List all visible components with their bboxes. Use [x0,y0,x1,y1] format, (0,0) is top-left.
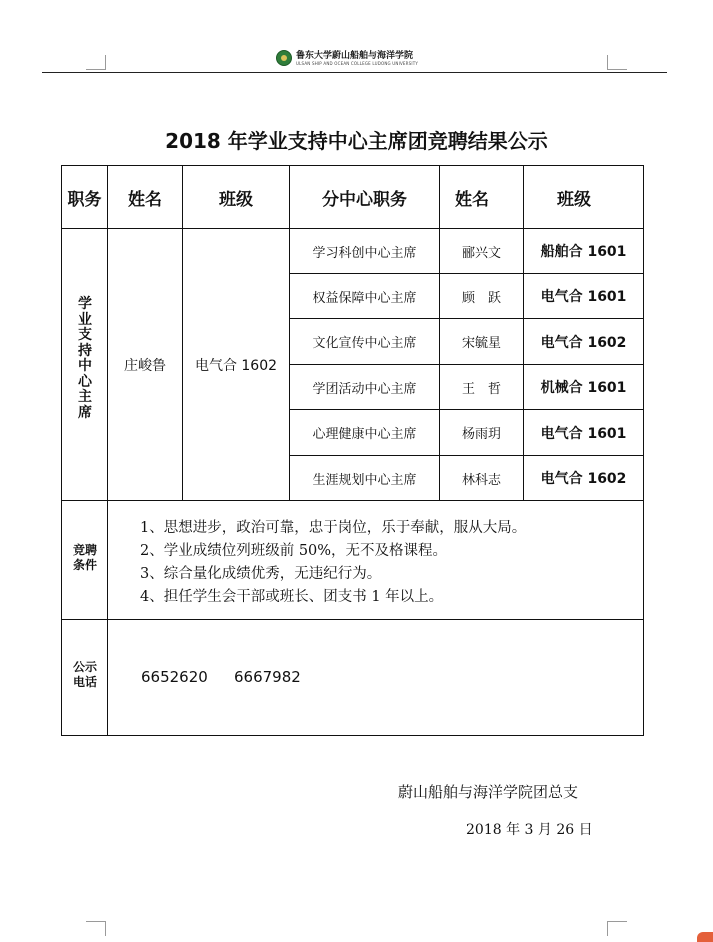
main-role-char: 支 [78,327,92,343]
page-corner-mark [697,932,713,942]
header-name: 姓名 [128,189,162,210]
sub-position: 权益保障中心主席 [312,290,417,306]
college-emblem-icon [276,50,292,66]
header-class: 班级 [219,189,253,210]
sub-position: 生涯规划中心主席 [312,472,417,488]
table-border-bottom [61,735,644,736]
header-sub-name: 姓名 [455,189,489,210]
sub-class: 船舶合 1601 [540,244,627,260]
sub-class: 电气合 1601 [540,289,627,305]
crop-mark-bottom-left-h [86,921,106,922]
sub-class: 电气合 1601 [540,425,627,442]
header-sub-class: 班级 [557,189,591,210]
main-class: 电气合 1602 [194,357,278,374]
table-border-right [643,165,644,736]
footer-date: 2018 年 3 月 26 日 [466,822,593,838]
sub-class: 电气合 1602 [540,471,627,487]
condition-item: 1、思想进步，政治可靠，忠于岗位，乐于奉献，服从大局。 [140,520,527,536]
crop-mark-bottom-right-h [607,921,627,922]
crop-mark-bottom-right-v [607,921,608,936]
phone-label-line: 电话 [72,675,97,689]
main-role-char: 持 [78,342,92,359]
main-name: 庄峻鲁 [124,357,166,374]
conditions-divider [61,619,644,620]
sub-position: 文化宣传中心主席 [312,336,417,351]
sub-name: 林科志 [461,472,501,488]
main-role-char: 心 [78,373,92,390]
logo-name-en: ULSAN SHIP AND OCEAN COLLEGE LUDONG UNIVERSITY [296,60,419,66]
phone-label-line: 公示 [72,660,97,674]
conditions-label-line: 条件 [72,558,97,572]
sub-class: 电气合 1602 [540,334,627,351]
footer-organization: 蔚山船舶与海洋学院团总支 [398,783,579,801]
conditions-label-line: 竞聘 [72,543,97,557]
sub-class: 机械合 1601 [540,380,627,396]
crop-mark-top-left-v [105,55,106,70]
main-role-char: 席 [78,404,92,421]
sub-position: 学团活动中心主席 [312,381,417,397]
phone-label [62,660,108,690]
main-role-char: 主 [78,389,92,405]
logo-text [296,51,418,66]
sub-name: 顾 跃 [461,290,501,306]
main-role-label [62,297,108,421]
header-sub-position: 分中心职务 [322,189,407,210]
header-rule [42,72,667,73]
main-role-char: 中 [78,358,92,374]
phone-number: 6652620 [141,668,208,686]
crop-mark-bottom-left-v [105,921,106,936]
main-role-char: 学 [78,296,92,312]
table-border-left [61,165,62,736]
page-title: 2018 年学业支持中心主席团竞聘结果公示 [165,129,548,153]
crop-mark-top-right-v [607,55,608,70]
main-block-divider [61,500,644,501]
main-role-char: 业 [78,311,92,328]
crop-mark-top-right-h [607,69,627,70]
sub-name: 郦兴文 [461,245,501,261]
sub-name: 王 哲 [461,381,501,397]
header-logo [276,48,418,68]
logo-name-cn: 鲁东大学蔚山船舶与海洋学院 [296,50,414,61]
header-role: 职务 [67,189,102,210]
condition-item: 3、综合量化成绩优秀，无违纪行为。 [140,566,382,582]
condition-item: 2、学业成绩位列班级前 50%，无不及格课程。 [140,543,448,559]
crop-mark-top-left-h [86,69,106,70]
phone-number: 6667982 [234,668,301,686]
sub-name: 杨雨玥 [461,427,501,442]
sub-position: 心理健康中心主席 [312,427,417,442]
sub-name: 宋毓星 [461,336,501,351]
conditions-label [62,543,108,573]
sub-position: 学习科创中心主席 [312,245,417,261]
condition-item: 4、担任学生会干部或班长、团支书 1 年以上。 [140,589,444,605]
